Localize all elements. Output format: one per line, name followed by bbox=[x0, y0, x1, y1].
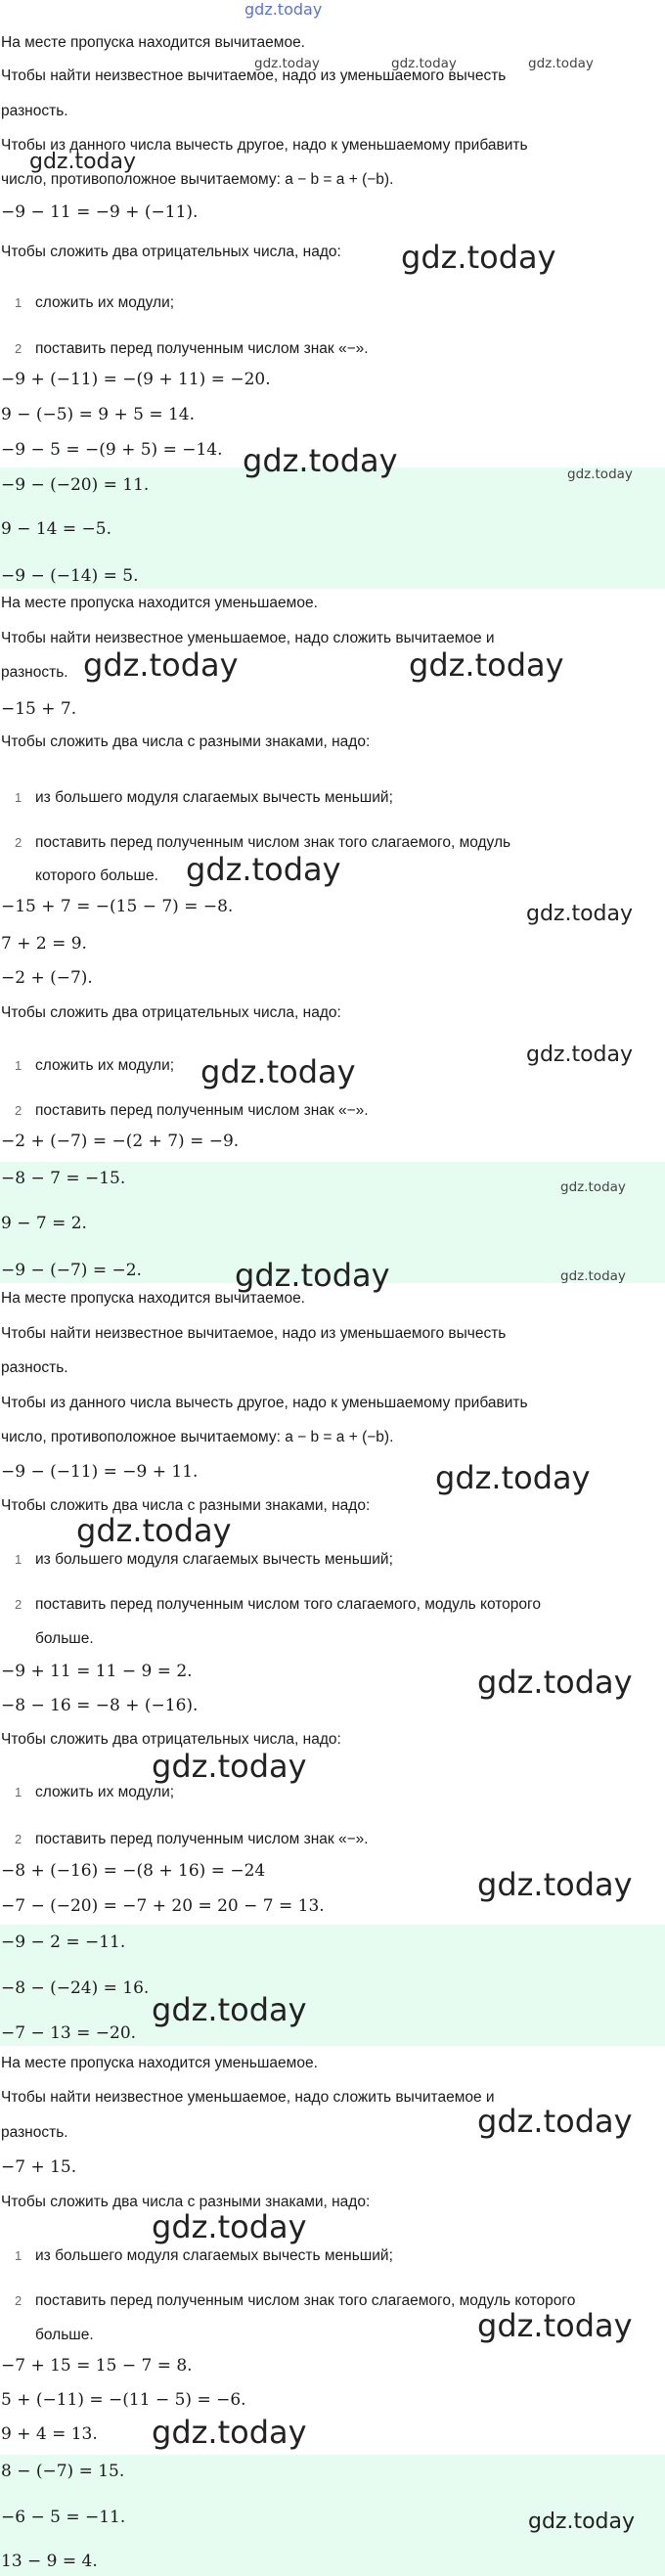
watermark: gdz.today bbox=[477, 1664, 633, 1701]
watermark: gdz.today bbox=[152, 1748, 307, 1785]
list-number: 2 bbox=[15, 1597, 22, 1612]
list-number: 1 bbox=[15, 1058, 22, 1073]
equation: 9 − (−5) = 9 + 5 = 14. bbox=[1, 405, 196, 424]
equation: 7 + 2 = 9. bbox=[1, 934, 87, 954]
list-item: которого больше. bbox=[35, 867, 158, 884]
equation: −7 + 15 = 15 − 7 = 8. bbox=[1, 2356, 193, 2376]
list-item: поставить перед полученным числом того слагаемого, модуль которого bbox=[35, 1596, 541, 1613]
list-number: 1 bbox=[15, 1552, 22, 1567]
answer: 9 − 14 = −5. bbox=[1, 519, 112, 539]
watermark: gdz.today bbox=[76, 1512, 232, 1549]
paragraph: число, противоположное вычитаемому: a − b = a + (−b). bbox=[1, 171, 394, 188]
equation: −7 + 15. bbox=[1, 2157, 77, 2177]
watermark: gdz.today bbox=[477, 2307, 633, 2344]
watermark: gdz.today bbox=[528, 56, 594, 71]
paragraph: число, противоположное вычитаемому: a − b = a + (−b). bbox=[1, 1429, 394, 1445]
paragraph: Чтобы сложить два числа с разными знаками, надо: bbox=[1, 2194, 371, 2210]
paragraph: Чтобы найти неизвестное уменьшаемое, надо сложить вычитаемое и bbox=[1, 2089, 495, 2106]
equation: −9 + 11 = 11 − 9 = 2. bbox=[1, 1662, 193, 1681]
equation: −9 − 5 = −(9 + 5) = −14. bbox=[1, 440, 223, 460]
list-item: поставить перед полученным числом знак того слагаемого, модуль которого bbox=[35, 2292, 576, 2309]
watermark: gdz.today bbox=[560, 1179, 626, 1195]
watermark: gdz.today bbox=[83, 646, 239, 684]
watermark: gdz.today bbox=[409, 646, 564, 684]
equation: −9 + (−11) = −(9 + 11) = −20. bbox=[1, 370, 271, 389]
paragraph: На месте пропуска находится вычитаемое. bbox=[1, 1290, 305, 1307]
answer: 9 − 7 = 2. bbox=[1, 1214, 87, 1233]
answer: −8 − (−24) = 16. bbox=[1, 1978, 150, 1998]
equation: −9 − 11 = −9 + (−11). bbox=[1, 202, 199, 222]
paragraph: разность. bbox=[1, 664, 68, 681]
watermark: gdz.today bbox=[254, 56, 320, 71]
watermark: gdz.today bbox=[401, 239, 556, 276]
list-number: 1 bbox=[15, 790, 22, 805]
answer: −6 − 5 = −11. bbox=[1, 2508, 126, 2527]
watermark: gdz.today bbox=[152, 1991, 307, 2028]
watermark: gdz.today bbox=[243, 442, 398, 479]
list-item: сложить их модули; bbox=[35, 1784, 175, 1800]
equation: −2 + (−7). bbox=[1, 968, 93, 988]
equation: −8 − 16 = −8 + (−16). bbox=[1, 1696, 199, 1715]
equation: −2 + (−7) = −(2 + 7) = −9. bbox=[1, 1132, 240, 1151]
list-number: 1 bbox=[15, 2248, 22, 2263]
watermark: gdz.today bbox=[526, 902, 634, 926]
paragraph: Чтобы найти неизвестное уменьшаемое, надо сложить вычитаемое и bbox=[1, 630, 495, 646]
watermark: gdz.today bbox=[526, 1043, 634, 1067]
list-item: поставить перед полученным числом знак «−». bbox=[35, 1102, 369, 1119]
watermark: gdz.today bbox=[560, 1268, 626, 1284]
list-number: 2 bbox=[15, 835, 22, 850]
paragraph: Чтобы найти неизвестное вычитаемое, надо из уменьшаемого вычесть bbox=[1, 67, 507, 84]
paragraph: Чтобы сложить два отрицательных числа, надо: bbox=[1, 1004, 341, 1021]
answer: −8 − 7 = −15. bbox=[1, 1169, 126, 1188]
list-item: поставить перед полученным числом знак того слагаемого, модуль bbox=[35, 834, 511, 851]
list-item: из большего модуля слагаемых вычесть меньший; bbox=[35, 2247, 393, 2264]
paragraph: На месте пропуска находится вычитаемое. bbox=[1, 34, 305, 51]
paragraph: Чтобы сложить два числа с разными знаками, надо: bbox=[1, 1497, 371, 1514]
equation: 5 + (−11) = −(11 − 5) = −6. bbox=[1, 2390, 246, 2410]
site-title[interactable]: gdz.today bbox=[244, 0, 323, 19]
watermark: gdz.today bbox=[152, 2414, 307, 2451]
list-number: 2 bbox=[15, 1832, 22, 1846]
equation: 9 + 4 = 13. bbox=[1, 2424, 98, 2444]
list-item: поставить перед полученным числом знак «−». bbox=[35, 1831, 369, 1847]
list-item: поставить перед полученным числом знак «−». bbox=[35, 340, 369, 357]
watermark: gdz.today bbox=[435, 1459, 591, 1496]
paragraph: разность. bbox=[1, 2124, 68, 2141]
watermark: gdz.today bbox=[477, 2103, 633, 2140]
list-item: из большего модуля слагаемых вычесть меньший; bbox=[35, 1551, 393, 1568]
watermark: gdz.today bbox=[528, 2509, 636, 2534]
paragraph: Чтобы сложить два отрицательных числа, надо: bbox=[1, 244, 341, 260]
answer: −9 − (−14) = 5. bbox=[1, 566, 139, 586]
paragraph: Чтобы из данного числа вычесть другое, надо к уменьшаемому прибавить bbox=[1, 1395, 528, 1411]
paragraph: На месте пропуска находится уменьшаемое. bbox=[1, 595, 318, 611]
paragraph: Чтобы из данного числа вычесть другое, надо к уменьшаемому прибавить bbox=[1, 137, 528, 154]
list-number: 1 bbox=[15, 295, 22, 310]
watermark: gdz.today bbox=[567, 466, 633, 482]
list-item: больше. bbox=[35, 1630, 94, 1647]
list-number: 1 bbox=[15, 1785, 22, 1799]
list-item: больше. bbox=[35, 2327, 94, 2343]
equation: −8 + (−16) = −(8 + 16) = −24 bbox=[1, 1861, 266, 1881]
list-number: 2 bbox=[15, 1103, 22, 1118]
watermark: gdz.today bbox=[200, 1053, 356, 1090]
equation: −15 + 7 = −(15 − 7) = −8. bbox=[1, 897, 234, 916]
answer: 13 − 9 = 4. bbox=[1, 2552, 98, 2571]
list-item: сложить их модули; bbox=[35, 294, 175, 311]
paragraph: Чтобы сложить два отрицательных числа, надо: bbox=[1, 1731, 341, 1748]
answer: −9 − 2 = −11. bbox=[1, 1932, 126, 1952]
equation: −9 − (−11) = −9 + 11. bbox=[1, 1462, 199, 1482]
list-number: 2 bbox=[15, 341, 22, 356]
paragraph: разность. bbox=[1, 1359, 68, 1376]
list-item: из большего модуля слагаемых вычесть меньший; bbox=[35, 789, 393, 806]
answer: −9 − (−7) = −2. bbox=[1, 1261, 142, 1280]
watermark: gdz.today bbox=[477, 1866, 633, 1903]
watermark: gdz.today bbox=[29, 150, 137, 174]
watermark: gdz.today bbox=[235, 1257, 390, 1294]
answer: −7 − 13 = −20. bbox=[1, 2023, 137, 2043]
watermark: gdz.today bbox=[186, 851, 341, 888]
equation: −15 + 7. bbox=[1, 699, 77, 719]
equation: −7 − (−20) = −7 + 20 = 20 − 7 = 13. bbox=[1, 1896, 325, 1916]
answer: 8 − (−7) = 15. bbox=[1, 2462, 125, 2481]
list-item: сложить их модули; bbox=[35, 1057, 175, 1074]
paragraph: разность. bbox=[1, 103, 68, 119]
paragraph: Чтобы сложить два числа с разными знаками, надо: bbox=[1, 733, 371, 750]
list-number: 2 bbox=[15, 2293, 22, 2308]
answer: −9 − (−20) = 11. bbox=[1, 475, 150, 495]
watermark: gdz.today bbox=[391, 56, 457, 71]
paragraph: На месте пропуска находится уменьшаемое. bbox=[1, 2055, 318, 2071]
paragraph: Чтобы найти неизвестное вычитаемое, надо из уменьшаемого вычесть bbox=[1, 1325, 507, 1342]
watermark: gdz.today bbox=[152, 2208, 307, 2245]
